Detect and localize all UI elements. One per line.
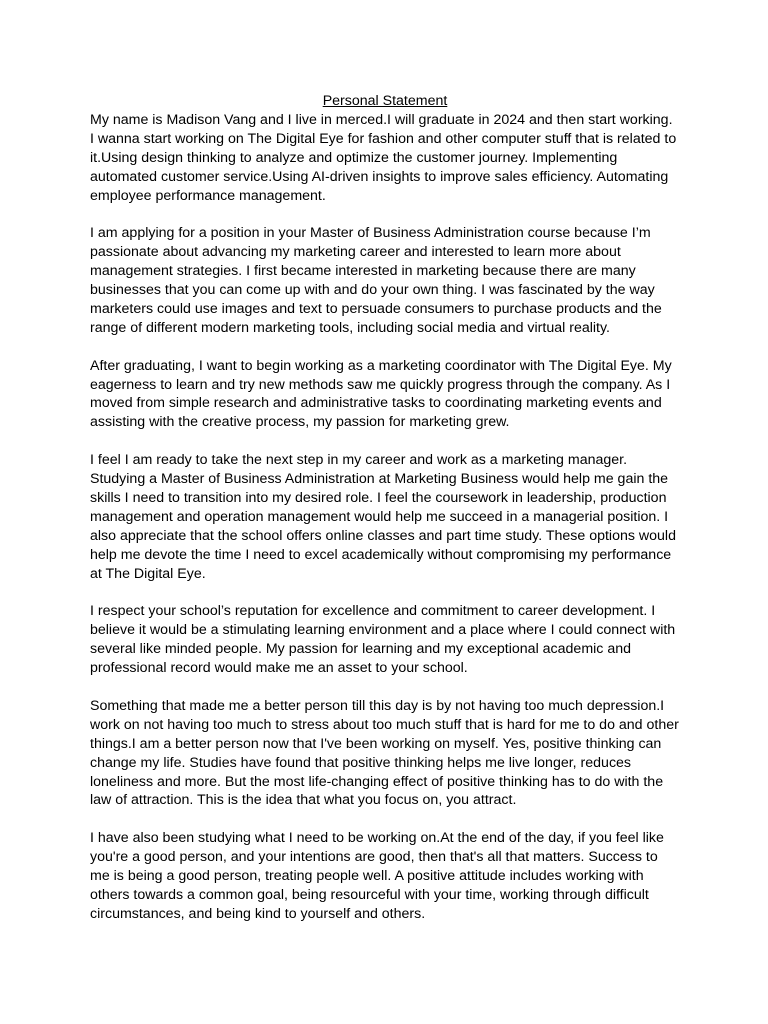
paragraph-intro: My name is Madison Vang and I live in merced.I will graduate in 2024 and then start working. I wanna start working on The Digital Eye for fashion and other computer stuff that is related to it.Using design thinking to analyze and optimize the customer journey. Implementing automated customer service.Using AI-driven insights to improve sales efficiency. Automating employee performance management. <box>90 111 677 204</box>
paragraph-school-reputation: I respect your school’s reputation for excellence and commitment to career development. I believe it would be a stimulating learning environment and a place where I could connect with several like minded people. My passion for learning and my exceptional academic and professional record would make me an asset to your school. <box>90 603 676 677</box>
document-title: Personal Statement <box>322 93 448 109</box>
document-body <box>90 111 680 924</box>
paragraph-success: I have also been studying what I need to be working on.At the end of the day, if you feel like you're a good person, and your intentions are good, then that's all that matters. Success to me is being a good person, treating people well. A positive attitude includes working with others towards a common goal, being resourceful with your time, working through difficult circumstances, and being kind to yourself and others. <box>90 830 664 922</box>
paragraph-after-graduating: After graduating, I want to begin working as a marketing coordinator with The Digital Eye. My eagerness to learn and try new methods saw me quickly progress through the company. As I moved from simple research and administrative tasks to coordinating marketing events and assisting with the creative process, my passion for marketing grew. <box>90 357 672 431</box>
document-page <box>90 92 680 924</box>
paragraph-application: I am applying for a position in your Master of Business Administration course because I’m passionate about advancing my marketing career and interested to learn more about management strategies. I first became interested in marketing because there are many businesses that you can come up with and do your own thing. I was fascinated by the way marketers could use images and text to persuade consumers to purchase products and the range of different modern marketing tools, including social media and virtual reality. <box>90 225 662 336</box>
paragraph-next-step: I feel I am ready to take the next step in my career and work as a marketing manager. Studying a Master of Business Administration at Marketing Business would help me gain the skills I need to transition into my desired role. I feel the coursework in leadership, production management and operation management would help me succeed in a managerial position. I also appreciate that the school offers online classes and part time study. These options would help me devote the time I need to excel academically without compromising my performance at The Digital Eye. <box>90 452 676 582</box>
paragraph-better-person: Something that made me a better person till this day is by not having too much depression.I work on not having too much to stress about too much stuff that is hard for me to do and other things.I am a better person now that I've been working on myself. Yes, positive thinking can change my life. Studies have found that positive thinking helps me live longer, reduces loneliness and more. But the most life-changing effect of positive thinking has to do with the law of attraction. This is the idea that what you focus on, you attract. <box>90 697 679 809</box>
